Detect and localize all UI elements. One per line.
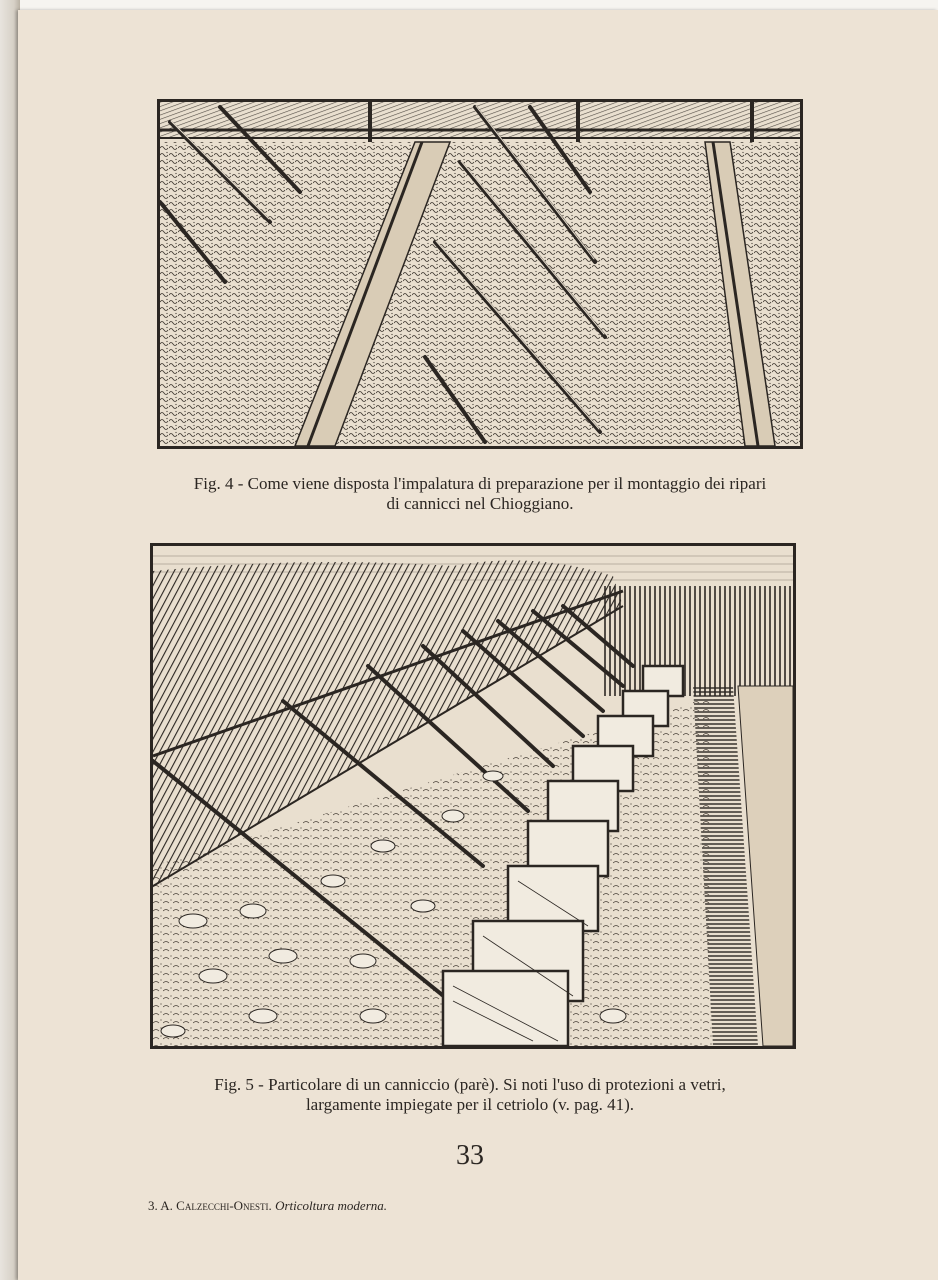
figure-5-illustration	[150, 543, 796, 1049]
figure-4-caption	[140, 474, 820, 514]
figure-5-caption-line-1: Fig. 5 - Particolare di un canniccio (parè). Si noti l'uso di protezioni a vetri,	[214, 1075, 726, 1094]
figure-4-caption-line-1: Fig. 4 - Come viene disposta l'impalatura di preparazione per il montaggio dei ripari	[193, 474, 767, 493]
page-footer	[148, 1198, 387, 1214]
footer-author: Calzecchi-Onesti.	[176, 1198, 272, 1213]
footer-prefix: 3. A.	[148, 1198, 173, 1213]
figure-4-caption-line-2: di cannicci nel Chioggiano.	[386, 494, 574, 513]
figure-5-caption-line-2: largamente impiegate per il cetriolo (v. pag. 41).	[305, 1095, 635, 1114]
page-number: 33	[456, 1140, 484, 1171]
figure-4-illustration	[157, 99, 803, 449]
footer-book-title: Orticoltura moderna.	[275, 1198, 388, 1213]
figure-5-caption	[150, 1075, 790, 1115]
book-gutter	[0, 0, 20, 1280]
